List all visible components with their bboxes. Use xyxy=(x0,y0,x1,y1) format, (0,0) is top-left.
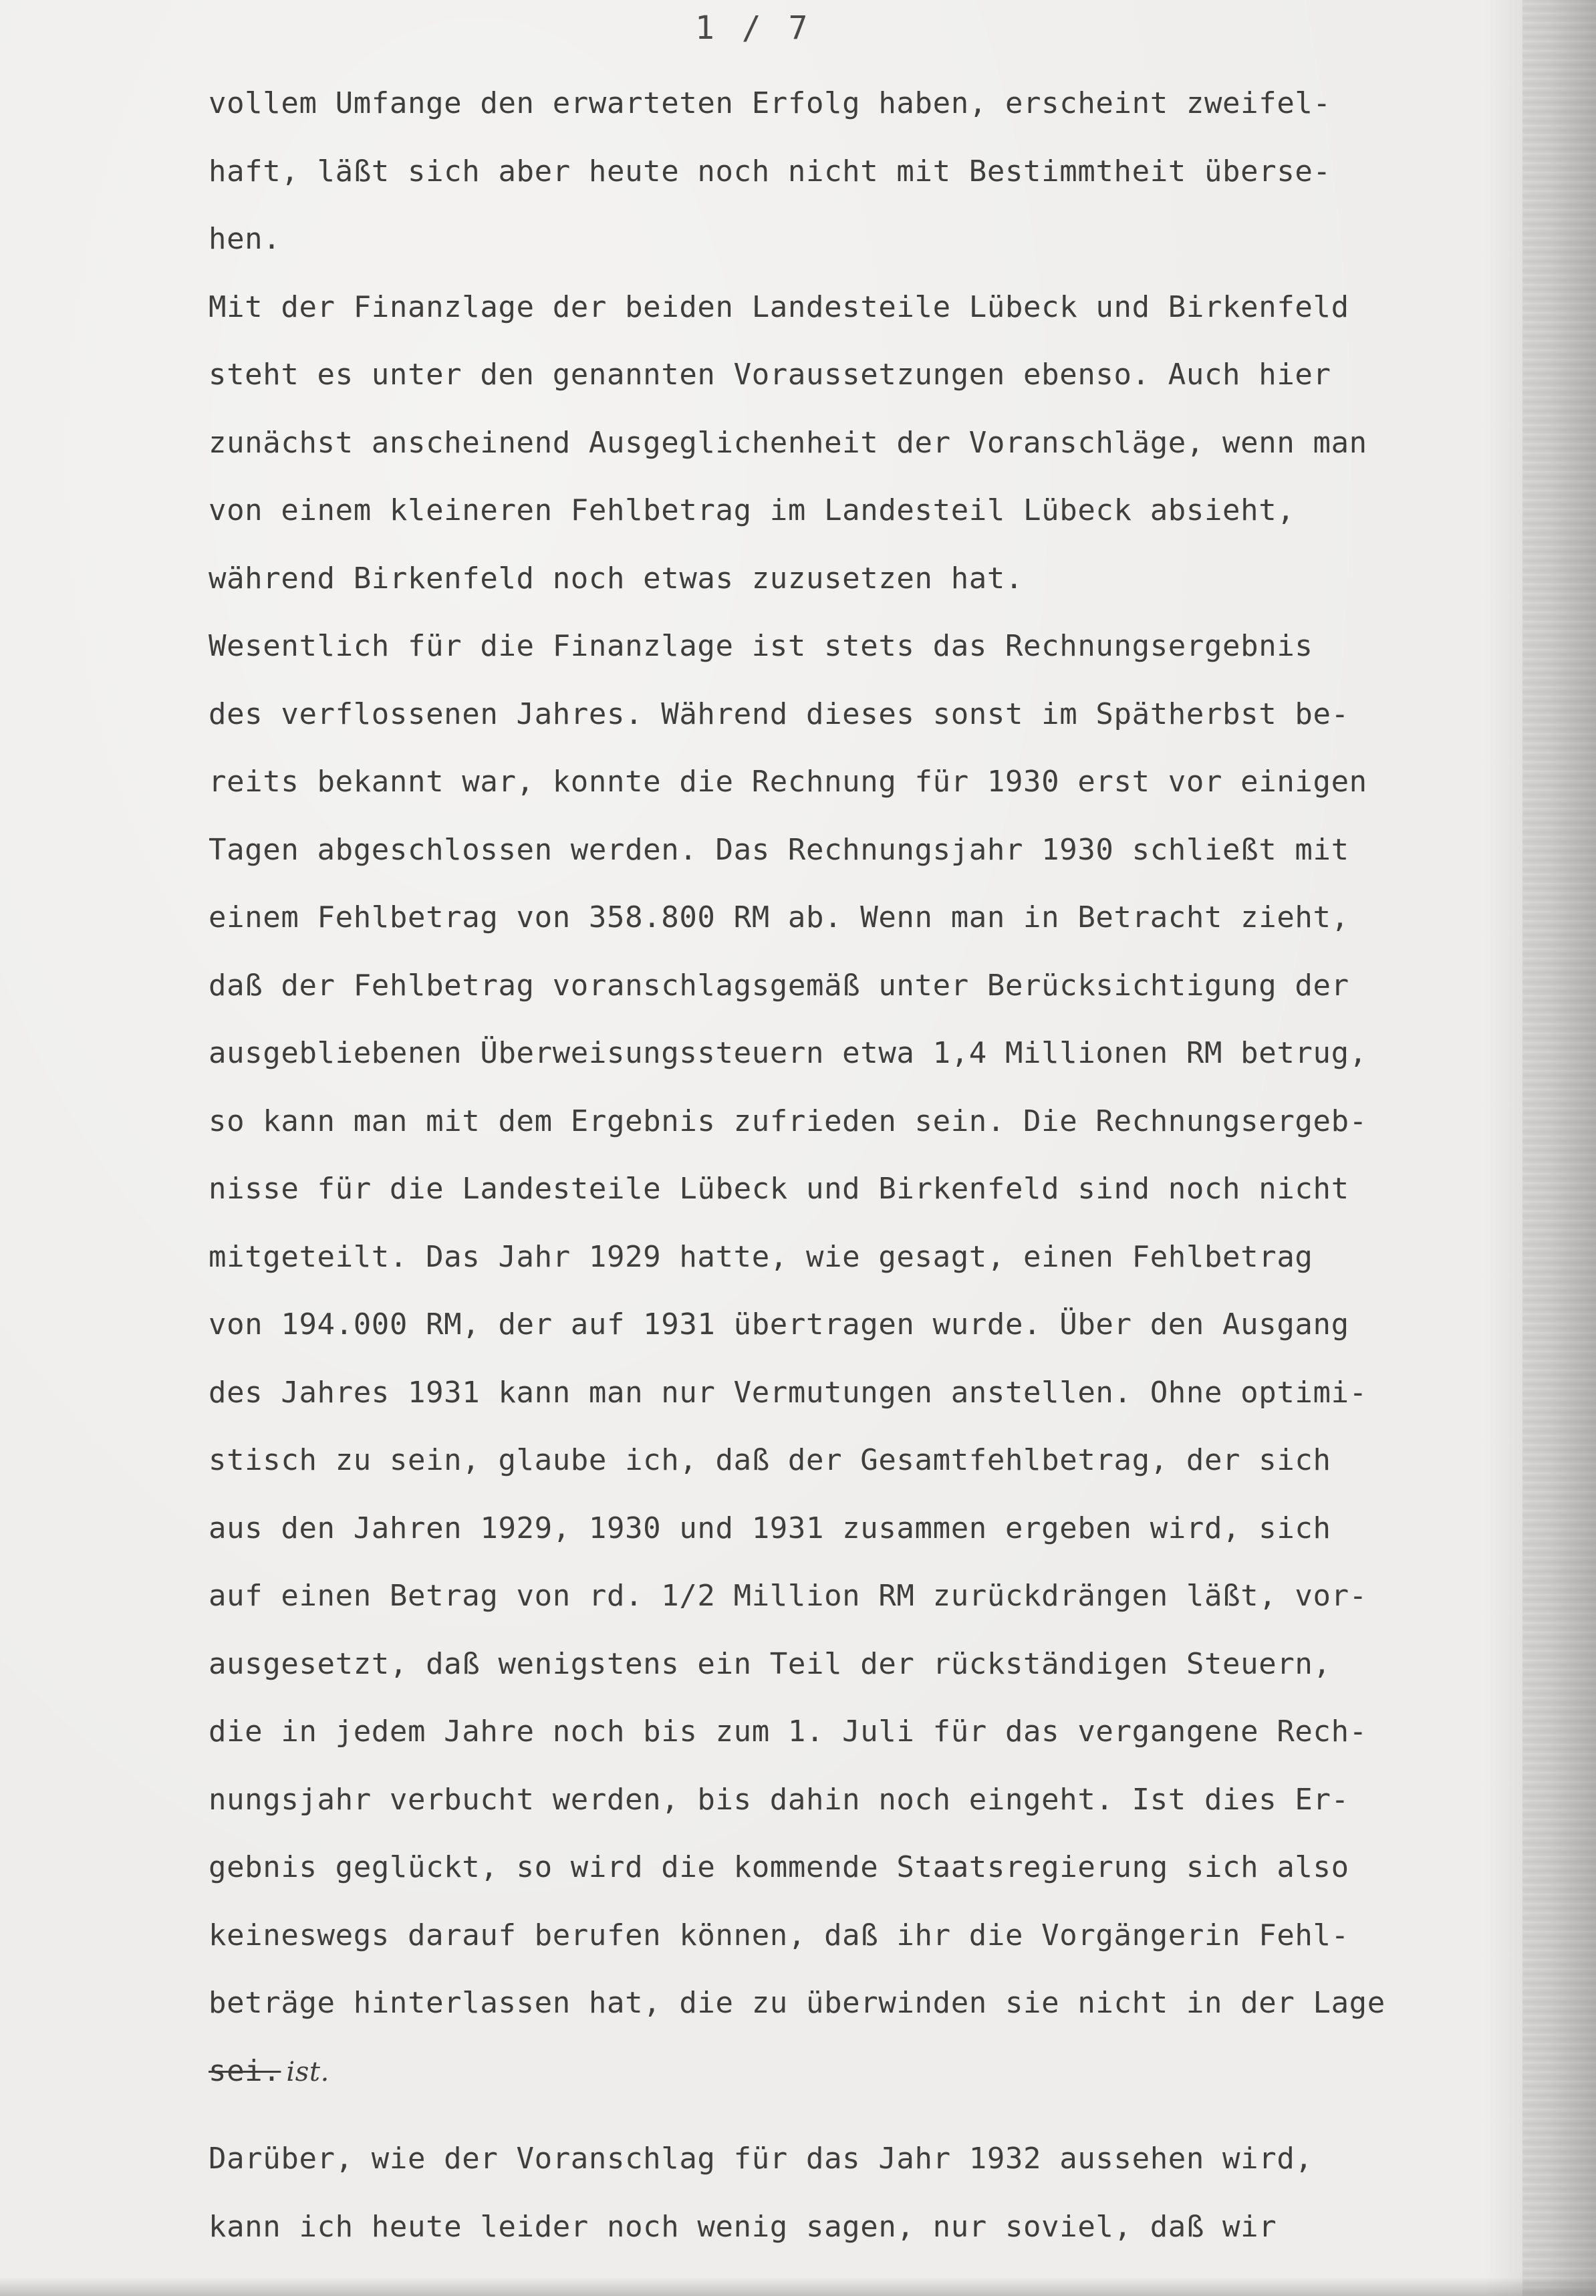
text-line: aus den Jahren 1929, 1930 und 1931 zusammen ergeben wird, sich xyxy=(209,1511,1331,1545)
text-line: kann ich heute leider noch wenig sagen, nur soviel, daß wir xyxy=(209,2209,1277,2244)
text-line: Mit der Finanzlage der beiden Landesteile Lübeck und Birkenfeld xyxy=(209,289,1349,324)
correction-line xyxy=(209,2037,1572,2106)
text-line: so kann man mit dem Ergebnis zufrieden sein. Die Rechnungsergeb- xyxy=(209,1104,1367,1138)
text-line: keineswegs darauf berufen können, daß ihr die Vorgängerin Fehl- xyxy=(209,1918,1349,1952)
scan-bottom-edge xyxy=(0,2277,1596,2296)
text-line: haft, läßt sich aber heute noch nicht mit Bestimmtheit überse- xyxy=(209,154,1331,188)
text-line: ausgebliebenen Überweisungssteuern etwa 1,4 Millionen RM betrug, xyxy=(209,1036,1367,1070)
text-line: Darüber, wie der Voranschlag für das Jahr 1932 aussehen wird, xyxy=(209,2142,1313,2176)
struck-text: sei. xyxy=(209,2053,281,2088)
text-line: einem Fehlbetrag von 358.800 RM ab. Wenn man in Betracht zieht, xyxy=(209,900,1349,934)
text-line: nisse für die Landesteile Lübeck und Birkenfeld sind noch nicht xyxy=(209,1172,1349,1206)
text-line: ausgesetzt, daß wenigstens ein Teil der rückständigen Steuern, xyxy=(209,1646,1331,1681)
paragraph-gap xyxy=(209,2105,1572,2125)
text-line: auf einen Betrag von rd. 1/2 Million RM zurückdrängen läßt, vor- xyxy=(209,1579,1367,1613)
text-line: daß der Fehlbetrag voranschlagsgemäß unter Berücksichtigung der xyxy=(209,968,1349,1003)
text-line: des Jahres 1931 kann man nur Vermutungen anstellen. Ohne optimi- xyxy=(209,1375,1367,1410)
typed-body-text xyxy=(209,70,1572,2261)
text-line: beträge hinterlassen hat, die zu überwinden sie nicht in der Lage xyxy=(209,1986,1385,2020)
handwritten-correction: ist. xyxy=(286,2056,329,2087)
text-line: Tagen abgeschlossen werden. Das Rechnungsjahr 1930 schließt mit xyxy=(209,832,1349,867)
text-line: stisch zu sein, glaube ich, daß der Gesamtfehlbetrag, der sich xyxy=(209,1443,1331,1477)
text-line: während Birkenfeld noch etwas zuzusetzen hat. xyxy=(209,561,1024,596)
text-line: zunächst anscheinend Ausgeglichenheit der Voranschläge, wenn man xyxy=(209,425,1367,460)
text-line: mitgeteilt. Das Jahr 1929 hatte, wie gesagt, einen Fehlbetrag xyxy=(209,1239,1313,1274)
text-line: die in jedem Jahre noch bis zum 1. Juli für das vergangene Rech- xyxy=(209,1714,1367,1749)
text-line: Wesentlich für die Finanzlage ist stets das Rechnungsergebnis xyxy=(209,629,1313,663)
text-line: gebnis geglückt, so wird die kommende Staatsregierung sich also xyxy=(209,1850,1349,1884)
text-line: reits bekannt war, konnte die Rechnung für 1930 erst vor einigen xyxy=(209,765,1367,799)
text-line: hen. xyxy=(209,222,281,256)
text-line: von 194.000 RM, der auf 1931 übertragen wurde. Über den Ausgang xyxy=(209,1307,1349,1342)
text-line: steht es unter den genannten Voraussetzungen ebenso. Auch hier xyxy=(209,358,1331,392)
page-number: 1 / 7 xyxy=(695,9,812,47)
text-line: von einem kleineren Fehlbetrag im Landesteil Lübeck absieht, xyxy=(209,493,1295,527)
text-line: nungsjahr verbucht werden, bis dahin noch eingeht. Ist dies Er- xyxy=(209,1782,1349,1817)
text-line: vollem Umfange den erwarteten Erfolg haben, erscheint zweifel- xyxy=(209,86,1331,120)
text-line: des verflossenen Jahres. Während dieses sonst im Spätherbst be- xyxy=(209,696,1349,731)
